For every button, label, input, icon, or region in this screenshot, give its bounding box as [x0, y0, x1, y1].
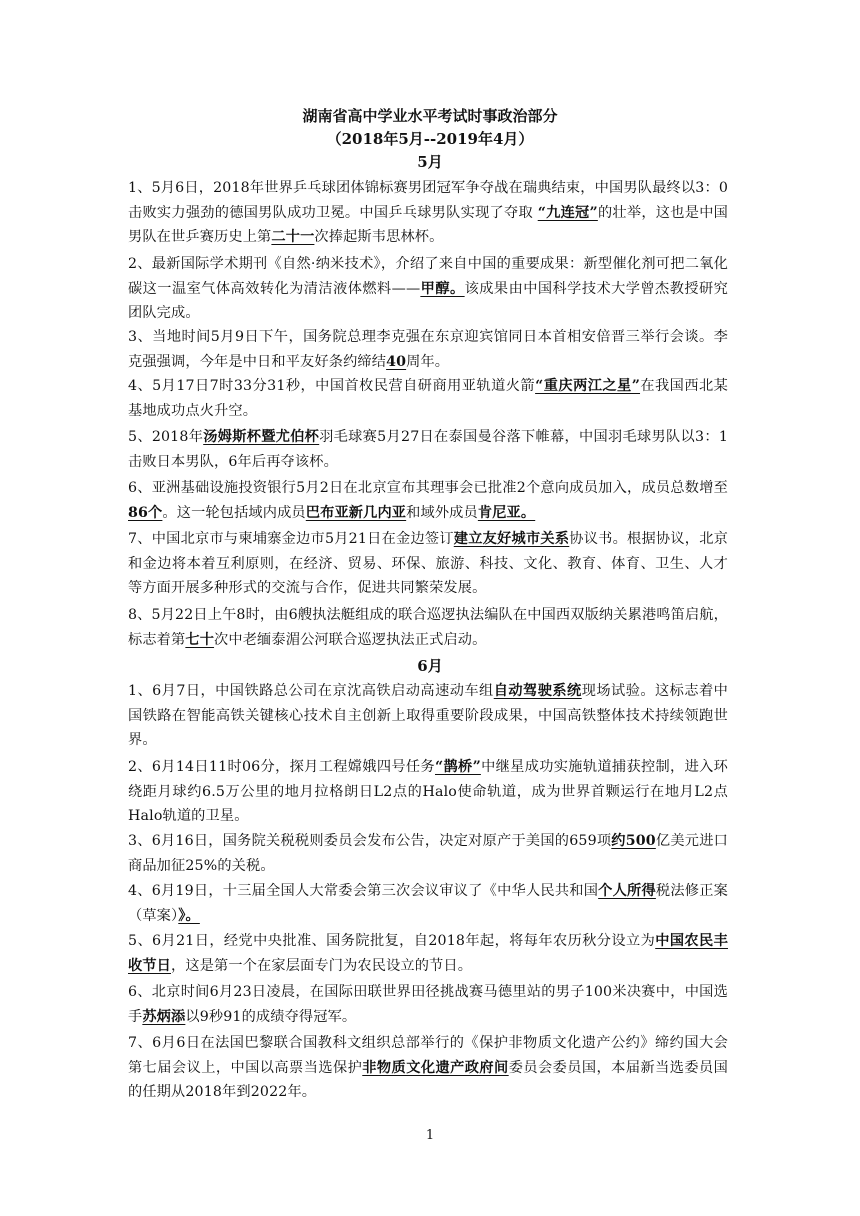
keyword-answer: 二十一: [271, 229, 315, 245]
item-text: 周年。: [406, 353, 450, 370]
keyword-answer: 甲醇。: [420, 280, 465, 297]
keyword-answer: 汤姆斯杯暨尤伯杯: [203, 429, 320, 445]
month-heading-may: 5月: [417, 153, 443, 171]
item-text: 2、最新国际学术期刊《自然·纳米技术》，介绍了来自中国的重要成果：新型催化剂可把二氧化碳这一温室气体高效转化为清洁液体燃料——: [128, 256, 728, 297]
item-text: 6、亚洲基础设施投资银行5月2日在北京宣布其理事会已批准2个意向成员加入，成员总数增至: [128, 480, 728, 496]
news-item: [128, 252, 728, 326]
keyword-answer: 建立友好城市关系: [453, 531, 570, 547]
keyword-answer: “九连冠”: [537, 204, 598, 221]
item-text: 的壮举，这也是中国男队在世乒赛历史上第: [128, 204, 728, 245]
news-item: [128, 980, 728, 1029]
item-text: 和域外成员: [406, 504, 478, 521]
keyword-answer: 苏炳添: [142, 1008, 186, 1025]
news-item: [128, 603, 728, 652]
keyword-answer: 》。: [178, 907, 200, 924]
news-item: [128, 929, 728, 978]
item-text: 1、6月7日，中国铁路总公司在京沈高铁启动高速动车组: [128, 683, 494, 699]
item-text: 协议书。根据协议，北京和金边将本着互利原则，在经济、贸易、环保、旅游、科技、文化、教育、体育、卫生、人才等方面开展多种形式的交流与合作，促进共同繁荣发展。: [128, 531, 728, 596]
keyword-answer: 约500: [611, 833, 656, 849]
item-text: 中继星成功实施轨道捕获控制，进入环绕距月球约6.5万公里的地月拉格朗日L2点的Halo使命轨道，成为世界首颗运行在地月L2点Halo轨道的卫星。: [128, 759, 728, 824]
item-text: 8、5月22日上午8时，由6艘执法艇组成的联合巡逻执法编队在中国西双版纳关累港鸣笛启航，标志着第: [128, 607, 728, 648]
keyword-answer: 七十: [185, 631, 215, 648]
keyword-answer: 个人所得: [598, 883, 656, 899]
document-subtitle: （2018年5月--2019年4月）: [326, 130, 534, 148]
keyword-answer: 86个: [128, 504, 163, 521]
keyword-answer: 自动驾驶系统: [493, 683, 582, 699]
item-text: 现场试验。这标志着中国铁路在智能高铁关键核心技术自主创新上取得重要阶段成果，中国高铁整体技术持续领跑世界。: [128, 683, 728, 748]
item-text: 2、6月14日11时06分，探月工程嫦娥四号任务: [128, 759, 435, 775]
news-item: [128, 374, 728, 423]
item-text: 该成果由中国科学技术大学曾杰教授研究团队完成。: [128, 280, 728, 321]
news-item: [128, 476, 728, 525]
item-text: 。这一轮包括域内成员: [162, 504, 306, 521]
news-item: [128, 527, 728, 601]
item-text: 次捧起斯韦思林杯。: [314, 229, 444, 245]
item-text: 5、6月21日，经党中央批准、国务院批复，自2018年起，将每年农历秋分设立为: [128, 933, 656, 949]
news-item: [128, 755, 728, 829]
keyword-answer: 肯尼亚。: [477, 504, 536, 521]
page-number: 1: [425, 1128, 435, 1143]
news-item: [128, 679, 728, 753]
news-item: [128, 879, 728, 928]
keyword-answer: 非物质文化遗产政府间: [362, 1059, 509, 1076]
keyword-answer: 40: [386, 353, 407, 370]
keyword-answer: 中国农民丰收节日: [128, 933, 728, 974]
item-text: 以9秒91的成绩夺得冠军。: [185, 1008, 357, 1025]
item-text: 7、中国北京市与柬埔寨金边市5月21日在金边签订: [128, 531, 454, 547]
item-text: 亿美元进口商品加征25%的关税。: [128, 833, 728, 874]
item-text: 5、2018年: [128, 429, 204, 445]
item-text: 1、5月6日，2018年世界乒乓球团体锦标赛男团冠军争夺战在瑞典结束，中国男队最终以3：0击败实力强劲的德国男队成功卫冕。中国乒乓球男队实现了夺取: [128, 180, 728, 221]
news-item: [128, 325, 728, 374]
keyword-answer: “重庆两江之星”: [535, 378, 641, 394]
item-text: ，这是第一个在家层面专门为农民设立的节日。: [171, 957, 473, 974]
news-item: [128, 829, 728, 878]
item-text: 7、6月6日在法国巴黎联合国教科文组织总部举行的《保护非物质文化遗产公约》缔约国大会第七届会议上，中国以高票当选保护: [128, 1035, 728, 1076]
news-item: [128, 1031, 728, 1105]
news-item: [128, 425, 728, 474]
item-text: 次中老缅泰湄公河联合巡逻执法正式启动。: [214, 631, 487, 648]
item-text: 4、6月19日，十三届全国人大常委会第三次会议审议了《中华人民共和国: [128, 883, 599, 899]
item-text: 委员会委员国，本届新当选委员国的任期从2018年到2022年。: [128, 1059, 728, 1100]
item-text: 4、5月17日7时33分31秒，中国首枚民营自研商用亚轨道火箭: [128, 378, 536, 394]
item-text: 羽毛球赛5月27日在泰国曼谷落下帷幕，中国羽毛球男队以3：1击败日本男队，6年后再夺该杯。: [128, 429, 728, 470]
month-heading-june: 6月: [417, 657, 443, 675]
keyword-answer: “鹊桥”: [434, 759, 481, 775]
item-text: 3、6月16日，国务院关税税则委员会发布公告，决定对原产于美国的659项: [128, 833, 612, 849]
document-title: 湖南省高中学业水平考试时事政治部分: [302, 107, 558, 125]
item-text: 税法修正案（草案）: [128, 883, 728, 924]
news-item: [128, 176, 728, 250]
item-text: 6、北京时间6月23日凌晨，在国际田联世界田径挑战赛马德里站的男子100米决赛中，中国选手: [128, 984, 728, 1025]
keyword-answer: 巴布亚新几内亚: [305, 504, 407, 521]
item-text: 3、当地时间5月9日下午，国务院总理李克强在东京迎宾馆同日本首相安倍晋三举行会谈。李克强强调，今年是中日和平友好条约缔结: [128, 329, 728, 370]
item-text: 在我国西北某基地成功点火升空。: [128, 378, 729, 419]
